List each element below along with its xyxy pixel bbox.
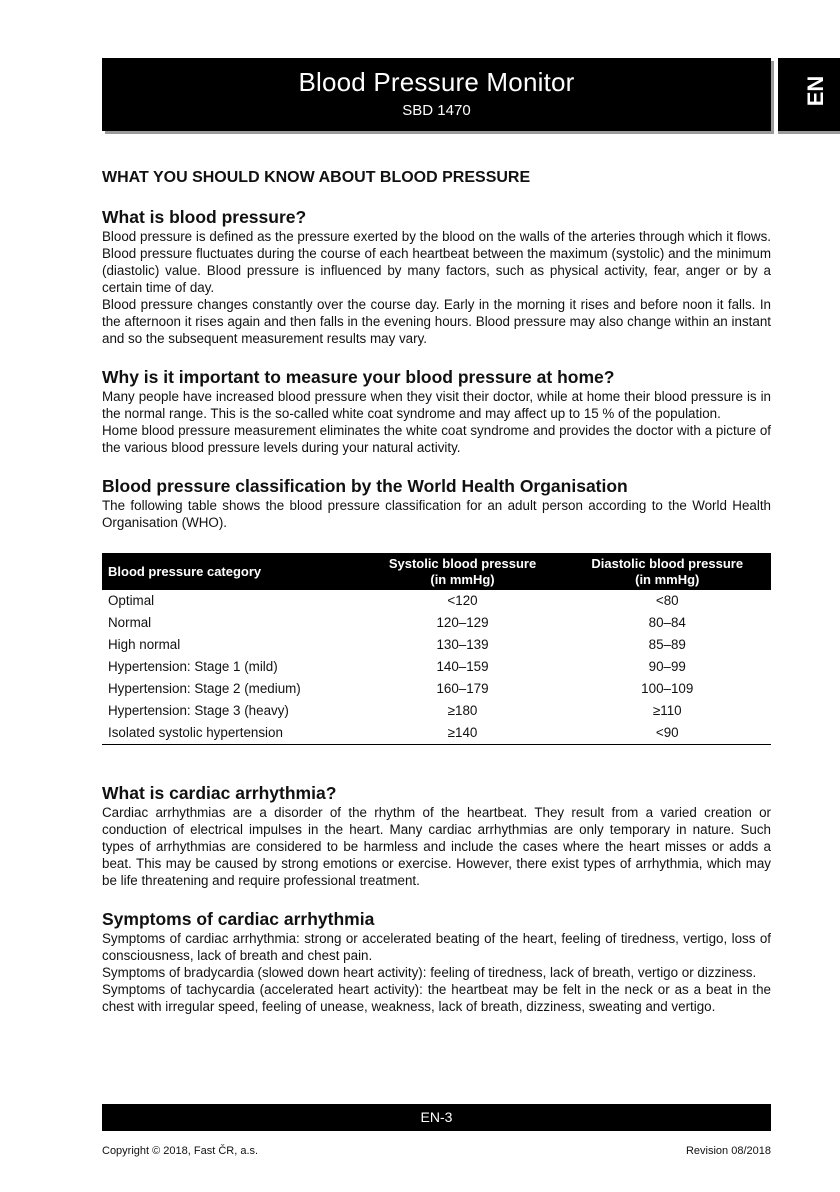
table-cell: <120 (447, 593, 478, 608)
revision-label: Revision 08/2018 (685, 1145, 771, 1157)
table-row (102, 656, 771, 678)
table-cell: ≥140 (362, 722, 564, 745)
table-cell: 120–129 (436, 615, 489, 630)
section-heading-home-measurement: Why is it important to measure your blood pressure at home? (102, 367, 615, 387)
table-cell: ≥110 (652, 703, 682, 718)
table-cell: 80–84 (648, 615, 686, 630)
table-row (102, 700, 771, 722)
document-title: Blood Pressure Monitor (298, 67, 575, 97)
page-number-bar (102, 1104, 771, 1131)
table-cell: 90–99 (648, 659, 686, 674)
paragraph: Symptoms of bradycardia (slowed down heart activity): feeling of tiredness, lack of breath, vertigo or dizziness. (102, 965, 757, 980)
table-cell: High normal (108, 637, 181, 652)
table-header-systolic: Systolic blood pressure (in mmHg) (362, 553, 564, 590)
main-heading: WHAT YOU SHOULD KNOW ABOUT BLOOD PRESSURE (102, 169, 531, 186)
paragraph: Symptoms of tachycardia (accelerated heart activity): the heartbeat may be felt in the neck or as a beat in the chest with irregular speed, feeling of unease, weakness, lack of breath, dizziness, sweating and vertigo. (102, 982, 771, 1014)
table-cell: 85–89 (648, 637, 686, 652)
table-header-diastolic: Diastolic blood pressure (in mmHg) (564, 553, 772, 590)
model-number: SBD 1470 (402, 102, 471, 119)
language-tab (778, 58, 840, 131)
paragraph: Blood pressure changes constantly over the course day. Early in the morning it rises and before noon it falls. In the afternoon it rises again and then falls in the evening hours. Blood pressure may also change within an instant and so the subsequent measurement results may vary. (102, 297, 771, 346)
section-heading-blood-pressure: What is blood pressure? (102, 207, 307, 227)
table-cell: Hypertension: Stage 3 (heavy) (108, 703, 289, 718)
paragraph: Home blood pressure measurement eliminates the white coat syndrome and provides the doctor with a picture of the various blood pressure levels during your natural activity. (102, 423, 771, 455)
table-cell: ≥180 (447, 703, 478, 718)
paragraph: Blood pressure is defined as the pressure exerted by the blood on the walls of the arteries through which it flows. Blood pressure fluctuates during the course of each heartbeat between the maximum (systolic) and the minimum (diastolic) value. Blood pressure is influenced by many factors, such as physical activity, fear, anger or by a certain time of day. (102, 229, 771, 295)
paragraph: Many people have increased blood pressure when they visit their doctor, while at home their blood pressure is in the normal range. This is the so-called white coat syndrome and may affect up to 15 % of the population. (102, 389, 771, 421)
paragraph: Cardiac arrhythmias are a disorder of the rhythm of the heartbeat. They result from a varied creation or conduction of electrical impulses in the heart. Many cardiac arrhythmias are only temporary in nature. Such types of arrhythmias are considered to be harmless and include the cases where the heart misses or adds a beat. This may be caused by strong emotions or exercise. However, there exist types of arrhythmia, which may be life threatening and require professional treatment. (102, 805, 771, 888)
document-header (102, 58, 771, 131)
table-cell: Normal (108, 615, 152, 630)
section-heading-symptoms: Symptoms of cardiac arrhythmia (102, 909, 375, 929)
table-row (102, 590, 771, 612)
table-row (102, 722, 771, 745)
table-cell: Optimal (108, 593, 155, 608)
section-heading-arrhythmia: What is cardiac arrhythmia? (102, 783, 337, 803)
table-cell: Isolated systolic hypertension (102, 722, 362, 745)
classification-table (102, 553, 771, 745)
table-row (102, 678, 771, 700)
document-body (102, 168, 771, 1015)
section-heading-who-classification: Blood pressure classification by the World Health Organisation (102, 476, 628, 496)
table-cell: <80 (655, 593, 679, 608)
table-cell: 140–159 (436, 659, 489, 674)
table-cell: 160–179 (436, 681, 489, 696)
table-cell: Hypertension: Stage 1 (mild) (108, 659, 278, 674)
table-cell: 100–109 (641, 681, 694, 696)
table-cell: 130–139 (436, 637, 489, 652)
table-row (102, 612, 771, 634)
table-cell: <90 (564, 722, 772, 745)
language-label: EN (803, 75, 828, 107)
table-header-category: Blood pressure category (102, 553, 362, 590)
paragraph: The following table shows the blood pressure classification for an adult person according to the World Health Organisation (WHO). (102, 498, 771, 530)
table-header-row (102, 553, 771, 590)
paragraph: Symptoms of cardiac arrhythmia: strong or accelerated beating of the heart, feeling of tiredness, vertigo, loss of consciousness, lack of breath and chest pain. (102, 931, 771, 963)
copyright-notice: Copyright © 2018, Fast ČR, a.s. (102, 1145, 259, 1157)
table-cell: Hypertension: Stage 2 (medium) (108, 681, 301, 696)
table-row (102, 634, 771, 656)
page-number: EN-3 (420, 1109, 453, 1125)
